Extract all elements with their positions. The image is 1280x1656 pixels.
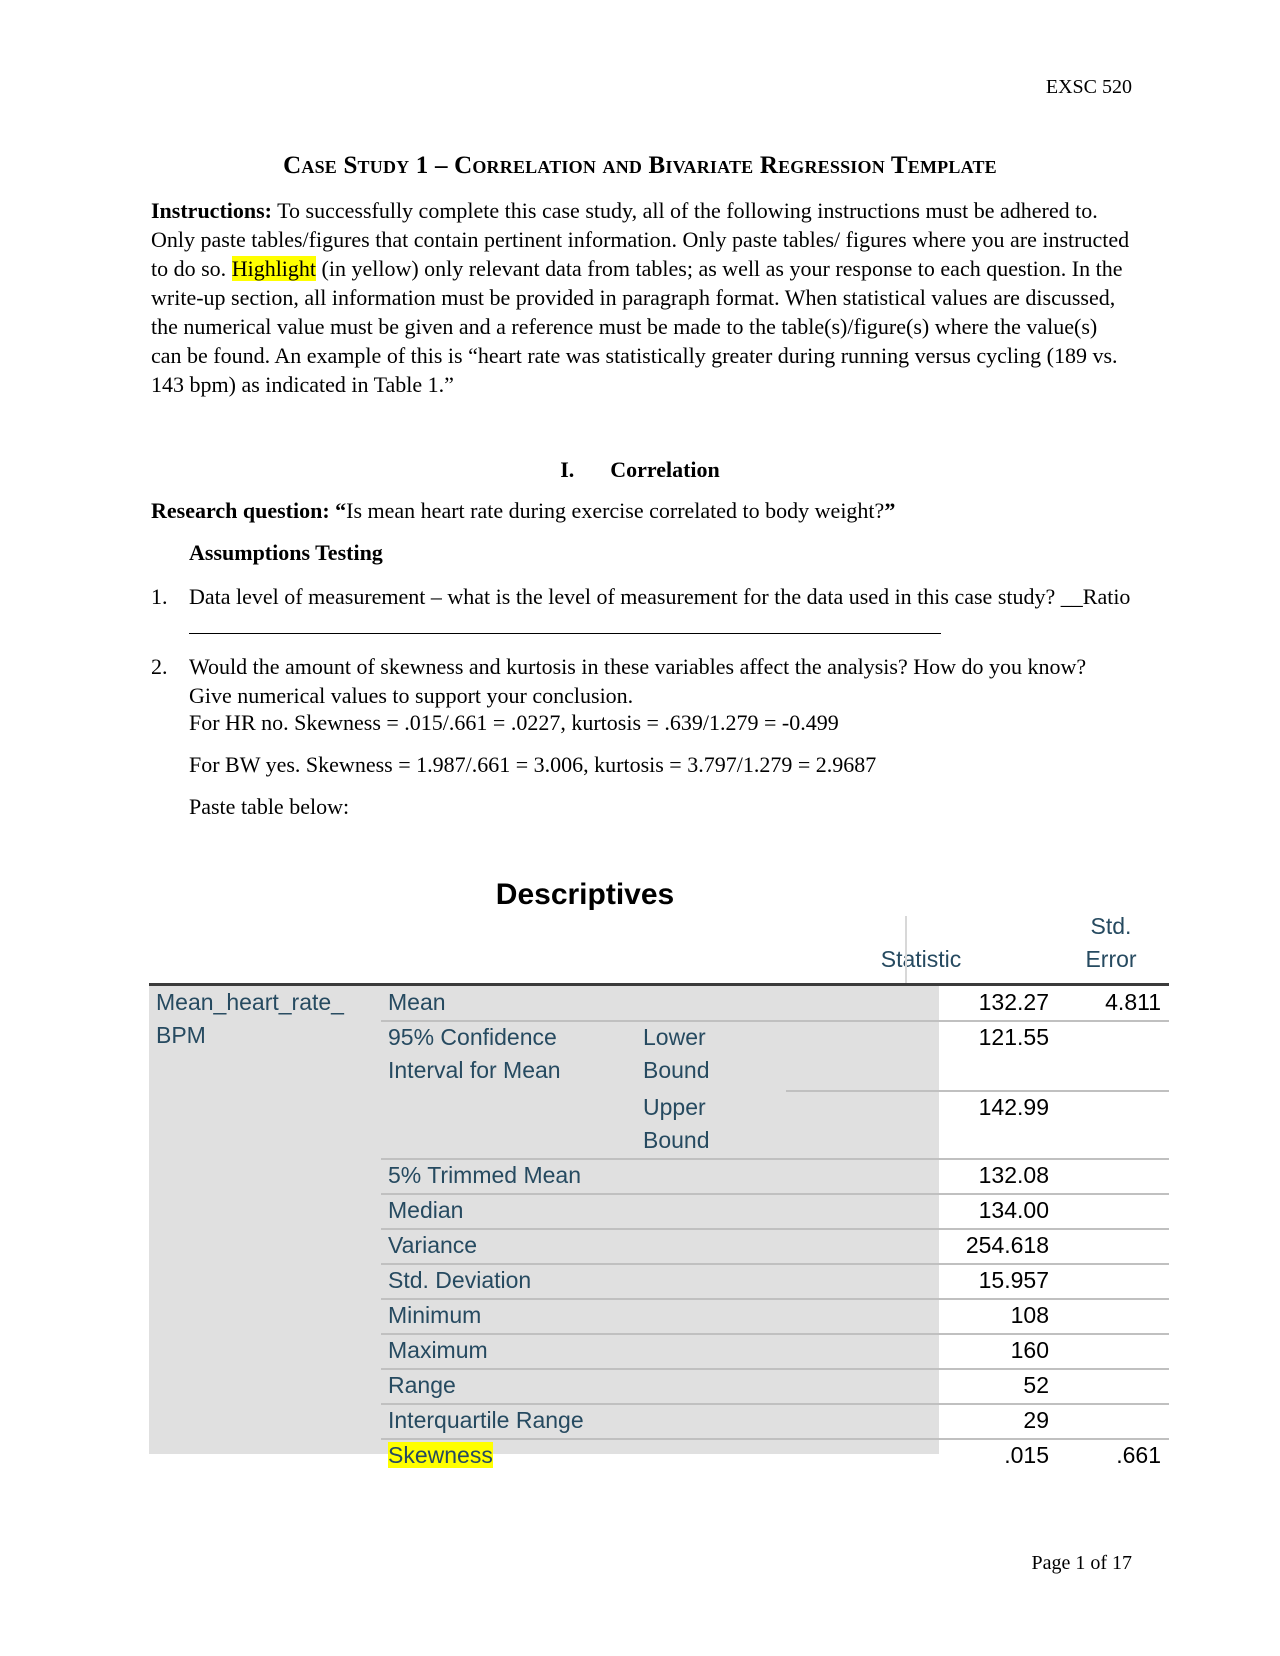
lower-bound-label-2: Bound <box>643 1057 710 1083</box>
instructions-label: Instructions: <box>151 198 273 223</box>
header-statistic: Statistic <box>880 946 962 972</box>
paste-instruction: Paste table below: <box>189 794 350 819</box>
question-text: Would the amount of skewness and kurtosis in these variables affect the analysis? How do you know? Give numerical values to support your conclusion. <box>189 654 1087 708</box>
stat-trimmed-mean: 132.08 <box>978 1162 1049 1188</box>
row-label-trimmed-mean: 5% Trimmed Mean <box>388 1162 582 1188</box>
stat-lower-bound: 121.55 <box>978 1024 1049 1050</box>
close-quote: ” <box>884 498 896 523</box>
ci-label-1: 95% Confidence <box>388 1024 557 1050</box>
row-label-maximum: Maximum <box>388 1337 488 1363</box>
instructions-paragraph <box>151 196 1131 399</box>
assumptions-subheading: Assumptions Testing <box>189 540 383 565</box>
question-2 <box>151 652 1131 710</box>
section-title: Correlation <box>610 457 720 482</box>
row-label-minimum: Minimum <box>388 1302 482 1328</box>
stderr-skewness: .661 <box>1116 1442 1161 1468</box>
research-question-label: Research question: <box>151 498 330 523</box>
row-label-mean: Mean <box>388 989 446 1015</box>
stat-median: 134.00 <box>978 1197 1049 1223</box>
stderr-mean: 4.811 <box>1105 989 1161 1015</box>
stat-minimum: 108 <box>1010 1302 1049 1328</box>
question-text: Data level of measurement – what is the level of measurement for the data used in this case study? <box>189 584 1061 609</box>
instructions-text-1: To successfully complete this case study, all of the following instructions must be adhered to. Only paste tables/figures that contain pertinent information. Only paste tables/ figures where you are instructed to do so. <box>151 198 1130 281</box>
header-std-error-1: Std. <box>1090 913 1132 939</box>
document-title: Case Study 1 – Correlation and Bivariate Regression Template <box>283 152 997 179</box>
question-number: 1. <box>151 584 168 609</box>
upper-bound-label-2: Bound <box>643 1127 710 1153</box>
question-1-answer: __Ratio <box>1060 584 1131 609</box>
stat-maximum: 160 <box>1010 1337 1049 1363</box>
variable-name-1: Mean_heart_rate_ <box>156 989 344 1015</box>
section-number: I. <box>560 457 575 482</box>
stat-mean: 132.27 <box>978 989 1049 1015</box>
row-label-range: Range <box>388 1372 456 1398</box>
variable-name-2: BPM <box>156 1022 206 1048</box>
research-question-text: Is mean heart rate during exercise correlated to body weight? <box>346 498 885 523</box>
page-number: Page 1 of 17 <box>1031 1552 1132 1574</box>
ci-label-2: Interval for Mean <box>388 1057 561 1083</box>
stat-upper-bound: 142.99 <box>978 1094 1049 1120</box>
stat-skewness: .015 <box>1004 1442 1049 1468</box>
question-number: 2. <box>151 654 168 679</box>
course-code: EXSC 520 <box>1045 76 1132 98</box>
stat-iqr: 29 <box>1023 1407 1049 1433</box>
answer-bw: For BW yes. Skewness = 1.987/.661 = 3.006, kurtosis = 3.797/1.279 = 2.9687 <box>189 752 877 777</box>
row-label-iqr: Interquartile Range <box>388 1407 584 1433</box>
row-label-skewness <box>381 1439 939 1472</box>
question-1 <box>151 582 1131 641</box>
instructions-text-2: (in yellow) only relevant data from tables; as well as your response to each question. In the write-up section, all information must be provided in paragraph format. When statistical values are discussed, the numerical value must be given and a reference must be made to the table(s)/figure(s) where the value(s) can be found. An example of this is “heart rate was statistically greater during running versus cycling (189 vs. 143 bpm) as indicated in Table 1.” <box>151 256 1123 397</box>
stat-variance: 254.618 <box>965 1232 1049 1258</box>
variable-cell <box>149 984 381 1454</box>
upper-bound-label-1: Upper <box>643 1094 706 1120</box>
row-label-median: Median <box>388 1197 464 1223</box>
lower-bound-label-1: Lower <box>643 1024 706 1050</box>
row-label-std-deviation: Std. Deviation <box>388 1267 532 1293</box>
research-question <box>151 498 1131 524</box>
header-std-error-2: Error <box>1085 946 1137 972</box>
highlight-word: Highlight <box>231 256 317 281</box>
stat-std-deviation: 15.957 <box>978 1267 1049 1293</box>
open-quote: “ <box>329 498 347 523</box>
section-heading <box>150 457 1130 483</box>
stat-range: 52 <box>1023 1372 1049 1398</box>
header-divider <box>905 916 907 984</box>
row-label-variance: Variance <box>388 1232 478 1258</box>
answer-blank-line <box>189 611 941 634</box>
answer-hr: For HR no. Skewness = .015/.661 = .0227, kurtosis = .639/1.279 = -0.499 <box>189 710 839 735</box>
descriptives-title: Descriptives <box>495 878 675 911</box>
skewness-highlight: Skewness <box>388 1442 493 1468</box>
